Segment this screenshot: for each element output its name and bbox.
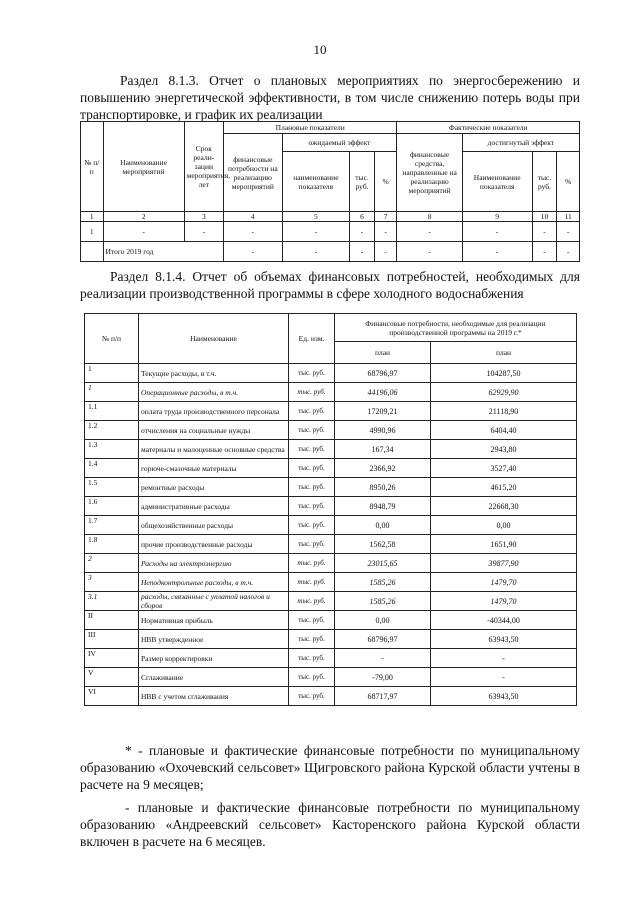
t2-header-need: Финансовые потребности, необходимые для реализации производственной программы на 2019 г.* bbox=[335, 314, 577, 342]
t1-colnum: 6 bbox=[350, 212, 375, 222]
t1-row1-cell: - bbox=[350, 222, 375, 242]
t2-row-name: прочие производственные расходы bbox=[139, 535, 289, 554]
t1-colnum: 7 bbox=[374, 212, 397, 222]
t1-row1-cell: - bbox=[184, 222, 223, 242]
t1-header-planned: Плановые показатели bbox=[224, 122, 397, 134]
t2-row-value-2: 1479,70 bbox=[431, 592, 577, 611]
t1-colnum: 8 bbox=[397, 212, 462, 222]
t2-row-num: III bbox=[85, 630, 139, 649]
table-row bbox=[85, 516, 577, 535]
t1-total-num bbox=[81, 242, 104, 262]
t2-row-num: 1 bbox=[85, 364, 139, 383]
t2-row-value-1: 8948,79 bbox=[335, 497, 431, 516]
t2-row-num: 3 bbox=[85, 573, 139, 592]
t2-row-unit: тыс. руб. bbox=[289, 459, 335, 478]
t2-row-name: Нормативная прибыль bbox=[139, 611, 289, 630]
t1-row1-cell: - bbox=[224, 222, 283, 242]
t2-row-name: материалы и малоценные основные средства bbox=[139, 440, 289, 459]
t2-row-value-1: 167,34 bbox=[335, 440, 431, 459]
t2-header-num: № п/п bbox=[85, 314, 139, 364]
t2-row-value-2: 39877,90 bbox=[431, 554, 577, 573]
t2-row-unit: тыс. руб. bbox=[289, 592, 335, 611]
t2-row-num: 1.6 bbox=[85, 497, 139, 516]
t2-row-unit: тыс. руб. bbox=[289, 421, 335, 440]
t2-row-unit: тыс. руб. bbox=[289, 364, 335, 383]
t2-header-plan: план bbox=[431, 342, 577, 364]
t2-row-value-1: 1585,26 bbox=[335, 573, 431, 592]
t1-row1-cell: - bbox=[397, 222, 462, 242]
t1-colnum: 11 bbox=[557, 212, 580, 222]
t2-row-value-1: 1562,58 bbox=[335, 535, 431, 554]
t1-row1-cell: - bbox=[103, 222, 184, 242]
t2-row-name: общехозяйственные расходы bbox=[139, 516, 289, 535]
t1-total-cell: - bbox=[350, 242, 375, 262]
table-row bbox=[85, 440, 577, 459]
t2-row-name: НВВ с учетом сглаживания bbox=[139, 687, 289, 706]
t1-row1-cell: - bbox=[374, 222, 397, 242]
t2-row-name: Текущие расходы, в т.ч. bbox=[139, 364, 289, 383]
t2-row-num: 1 bbox=[85, 383, 139, 402]
table-row bbox=[85, 687, 577, 706]
t2-row-unit: тыс. руб. bbox=[289, 611, 335, 630]
t2-row-value-2: 21118,90 bbox=[431, 402, 577, 421]
t2-row-name: расходы, связанные с уплатой налогов и сборов bbox=[139, 592, 289, 611]
t2-row-value-2: - bbox=[431, 649, 577, 668]
t1-total-label: Итого 2019 год bbox=[103, 242, 224, 262]
t2-row-num: 3.1 bbox=[85, 592, 139, 611]
t2-row-name: Неподконтрольные расходы, в т.ч. bbox=[139, 573, 289, 592]
t2-row-value-2: - bbox=[431, 668, 577, 687]
table-row bbox=[85, 554, 577, 573]
t2-row-unit: тыс. руб. bbox=[289, 687, 335, 706]
t1-header-percent: % bbox=[374, 152, 397, 212]
t2-row-unit: тыс. руб. bbox=[289, 402, 335, 421]
t2-row-value-2: 6404,40 bbox=[431, 421, 577, 440]
t2-row-name: административные расходы bbox=[139, 497, 289, 516]
t1-colnum: 10 bbox=[532, 212, 557, 222]
t2-row-value-1: 1585,26 bbox=[335, 592, 431, 611]
t1-colnum: 3 bbox=[184, 212, 223, 222]
page-number: 10 bbox=[313, 42, 327, 57]
t2-row-unit: тыс. руб. bbox=[289, 554, 335, 573]
t1-header-name: Наименование мероприятий bbox=[103, 122, 184, 212]
t1-total-cell: - bbox=[397, 242, 462, 262]
t2-row-unit: тыс. руб. bbox=[289, 649, 335, 668]
section-8-1-4-title: Раздел 8.1.4. Отчет об объемах финансовых потребностей, необходимых для реализации производственной программы в сфере холодного водоснабжения bbox=[80, 269, 580, 301]
t2-row-name: оплата труда производственного персонала bbox=[139, 402, 289, 421]
table-row bbox=[85, 630, 577, 649]
t1-colnum: 5 bbox=[282, 212, 350, 222]
t2-row-value-2: -40344,00 bbox=[431, 611, 577, 630]
t2-row-unit: тыс. руб. bbox=[289, 668, 335, 687]
table-row bbox=[85, 611, 577, 630]
table-row bbox=[81, 242, 580, 262]
t2-row-num: 1.4 bbox=[85, 459, 139, 478]
t2-row-value-1: 68796,97 bbox=[335, 630, 431, 649]
t1-header-actual: Фактические показатели bbox=[397, 122, 580, 134]
footnote-1: * - плановые и фактические финансовые потребности по муниципальному образованию «Охочевский сельсовет» Щигровского района Курской области учтены в расчете на 9 месяцев; bbox=[80, 743, 580, 792]
t2-row-value-1: - bbox=[335, 649, 431, 668]
t2-header-name: Наименование bbox=[139, 314, 289, 364]
t1-colnum: 2 bbox=[103, 212, 184, 222]
t2-row-num: 1.1 bbox=[85, 402, 139, 421]
table-row bbox=[85, 421, 577, 440]
t2-row-value-1: 44196,06 bbox=[335, 383, 431, 402]
footnote-2: - плановые и фактические финансовые потребности по муниципальному образованию «Андреевский сельсовет» Касторенского района Курской области включен в расчете на 6 месяцев. bbox=[80, 800, 580, 849]
t2-row-num: 2 bbox=[85, 554, 139, 573]
table-row bbox=[85, 497, 577, 516]
t2-row-name: Сглаживание bbox=[139, 668, 289, 687]
t2-row-value-1: 0,00 bbox=[335, 516, 431, 535]
t1-row1-cell: - bbox=[532, 222, 557, 242]
t1-colnum: 4 bbox=[224, 212, 283, 222]
t2-row-num: 1.8 bbox=[85, 535, 139, 554]
t1-header-indicator-name-2: Наименование показателя bbox=[462, 152, 532, 212]
t2-row-unit: тыс. руб. bbox=[289, 478, 335, 497]
t2-row-name: Операционные расходы, в т.ч. bbox=[139, 383, 289, 402]
t2-row-name: Размер корректировки bbox=[139, 649, 289, 668]
t2-row-value-1: 0,00 bbox=[335, 611, 431, 630]
t1-total-cell: - bbox=[557, 242, 580, 262]
t2-row-value-2: 1479,70 bbox=[431, 573, 577, 592]
t2-row-value-2: 63943,50 bbox=[431, 630, 577, 649]
t2-row-value-1: 2366,92 bbox=[335, 459, 431, 478]
t1-colnum: 1 bbox=[81, 212, 104, 222]
t1-header-thousand-rub-2: тыс. руб. bbox=[532, 152, 557, 212]
t1-total-cell: - bbox=[282, 242, 350, 262]
table-row bbox=[85, 402, 577, 421]
t2-row-value-1: -79,00 bbox=[335, 668, 431, 687]
t2-row-value-2: 104287,50 bbox=[431, 364, 577, 383]
t2-row-value-2: 1651,90 bbox=[431, 535, 577, 554]
t2-row-unit: тыс. руб. bbox=[289, 535, 335, 554]
t1-total-cell: - bbox=[374, 242, 397, 262]
t1-header-fin-need: финансовые потребности на реализацию мероприятий bbox=[224, 134, 283, 212]
t2-row-value-2: 0,00 bbox=[431, 516, 577, 535]
t1-header-achieved-effect: достигнутый эффект bbox=[462, 134, 579, 152]
t2-row-value-2: 63943,50 bbox=[431, 687, 577, 706]
t2-row-name: отчисления на социальные нужды bbox=[139, 421, 289, 440]
t2-row-name: Расходы на электроэнергию bbox=[139, 554, 289, 573]
t2-row-value-1: 23015,65 bbox=[335, 554, 431, 573]
t1-header-term: Срок реали-зации мероприятия, лет bbox=[184, 122, 223, 212]
t2-row-value-1: 68717,97 bbox=[335, 687, 431, 706]
t2-row-unit: тыс. руб. bbox=[289, 383, 335, 402]
t1-colnum: 9 bbox=[462, 212, 532, 222]
t1-header-expected-effect: ожидаемый эффект bbox=[282, 134, 397, 152]
t1-header-fin-means: финансовые средства, направленные на реализацию мероприятий bbox=[397, 134, 462, 212]
t2-row-num: IV bbox=[85, 649, 139, 668]
t2-row-num: VI bbox=[85, 687, 139, 706]
t2-row-value-2: 22668,30 bbox=[431, 497, 577, 516]
table-row bbox=[81, 222, 580, 242]
t1-total-cell: - bbox=[462, 242, 532, 262]
t2-row-value-2: 2943,80 bbox=[431, 440, 577, 459]
t2-header-unit: Ед. изм. bbox=[289, 314, 335, 364]
energy-saving-table bbox=[80, 121, 580, 262]
t1-header-num: № п/п bbox=[81, 122, 104, 212]
t1-total-cell: - bbox=[224, 242, 283, 262]
t1-row1-num: 1 bbox=[81, 222, 104, 242]
financial-needs-table bbox=[84, 313, 577, 706]
t2-row-value-1: 17209,21 bbox=[335, 402, 431, 421]
t2-row-value-2: 62929,90 bbox=[431, 383, 577, 402]
t1-row1-cell: - bbox=[462, 222, 532, 242]
table-row bbox=[85, 535, 577, 554]
table-row bbox=[85, 459, 577, 478]
table-row bbox=[85, 478, 577, 497]
t1-header-percent-2: % bbox=[557, 152, 580, 212]
t2-row-num: V bbox=[85, 668, 139, 687]
t2-row-name: ремонтные расходы bbox=[139, 478, 289, 497]
t1-header-indicator-name: наименование показателя bbox=[282, 152, 350, 212]
t1-row1-cell: - bbox=[557, 222, 580, 242]
t2-row-value-2: 3527,40 bbox=[431, 459, 577, 478]
table-row bbox=[85, 573, 577, 592]
t2-header-plan: план bbox=[335, 342, 431, 364]
section-8-1-3-title: Раздел 8.1.3. Отчет о плановых мероприятиях по энергосбережению и повышению энергетической эффективности, в том числе снижению потерь воды при транспортировке, и график их реализации bbox=[80, 73, 580, 122]
t2-row-num: 1.5 bbox=[85, 478, 139, 497]
table-row bbox=[85, 383, 577, 402]
t2-row-num: 1.7 bbox=[85, 516, 139, 535]
t2-row-unit: тыс. руб. bbox=[289, 497, 335, 516]
table-row bbox=[85, 649, 577, 668]
table-row bbox=[85, 364, 577, 383]
t2-row-num: 1.2 bbox=[85, 421, 139, 440]
table-row bbox=[85, 668, 577, 687]
t2-row-name: НВВ утвержденное bbox=[139, 630, 289, 649]
t2-row-num: 1.3 bbox=[85, 440, 139, 459]
t1-total-cell: - bbox=[532, 242, 557, 262]
t2-row-value-1: 8950,26 bbox=[335, 478, 431, 497]
t1-row1-cell: - bbox=[282, 222, 350, 242]
t2-row-value-1: 68796,97 bbox=[335, 364, 431, 383]
t2-row-unit: тыс. руб. bbox=[289, 440, 335, 459]
t2-row-value-2: 4615,20 bbox=[431, 478, 577, 497]
table-row bbox=[85, 592, 577, 611]
t2-row-unit: тыс. руб. bbox=[289, 516, 335, 535]
t2-row-unit: тыс. руб. bbox=[289, 630, 335, 649]
t2-row-value-1: 4990,96 bbox=[335, 421, 431, 440]
t1-header-thousand-rub: тыс. руб. bbox=[350, 152, 375, 212]
t2-row-unit: тыс. руб. bbox=[289, 573, 335, 592]
t2-row-name: горюче-смазочные материалы bbox=[139, 459, 289, 478]
t2-row-num: II bbox=[85, 611, 139, 630]
